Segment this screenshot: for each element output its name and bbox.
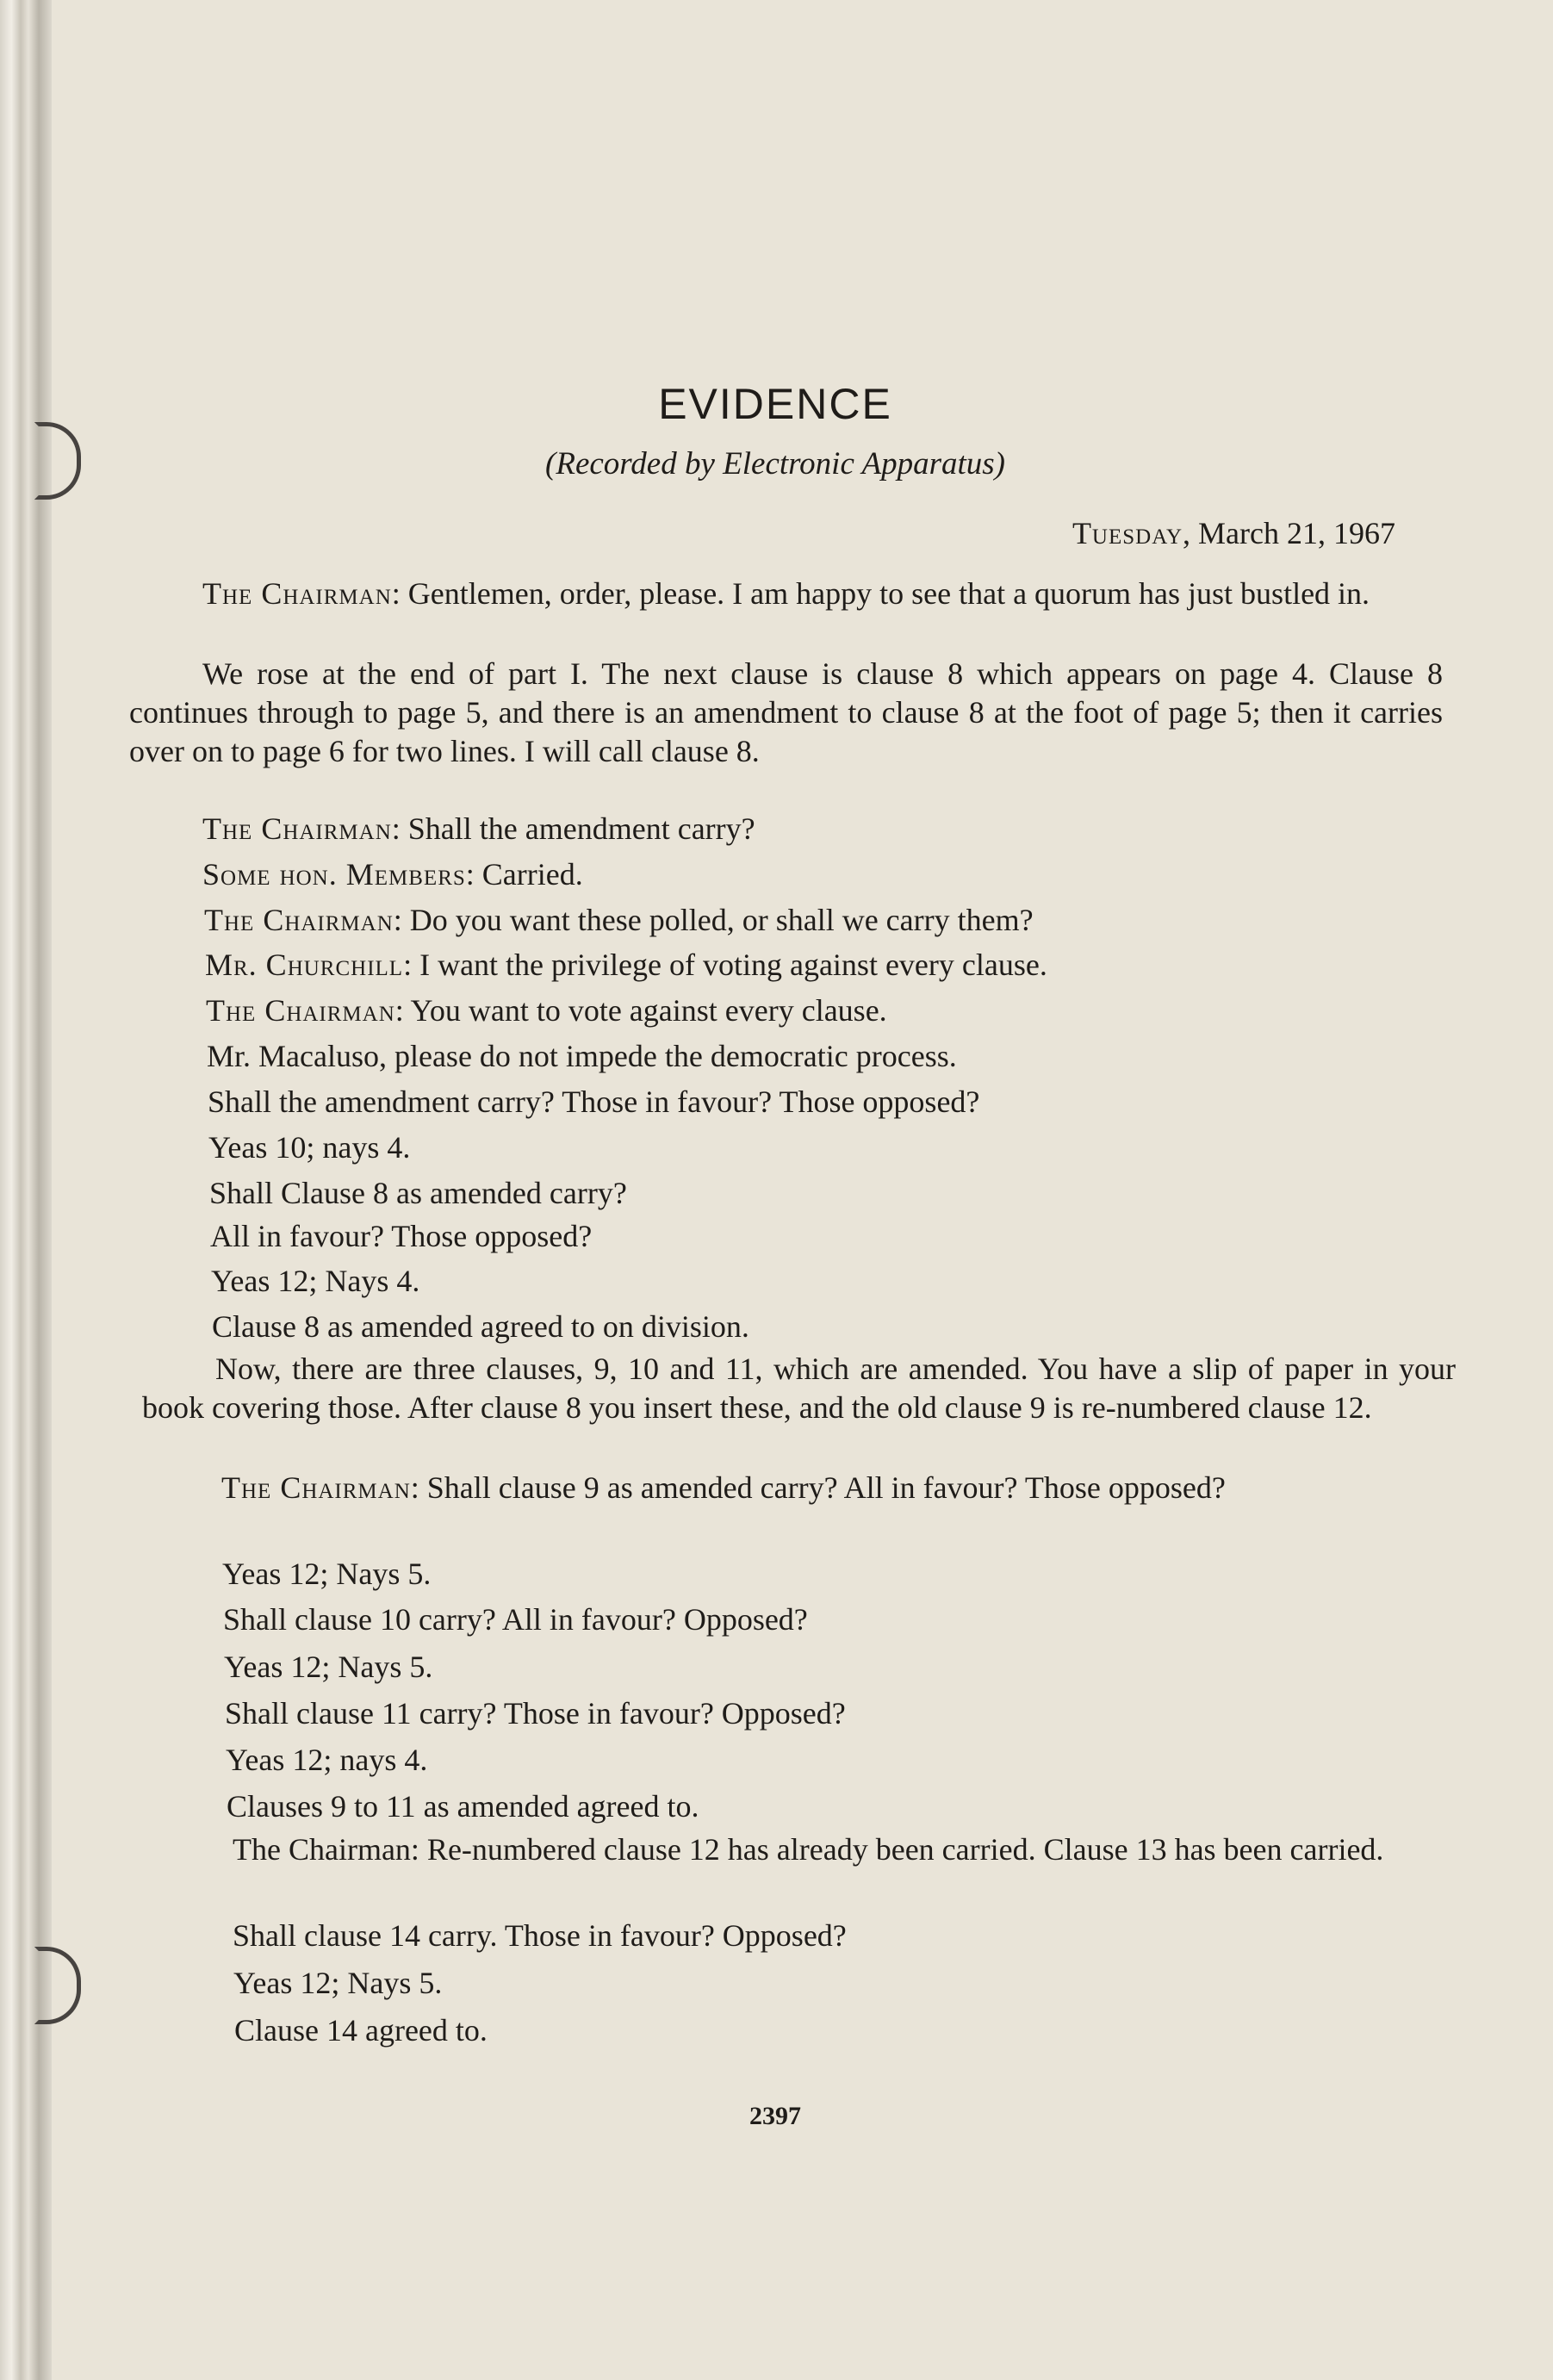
speech: : Carried. (465, 857, 583, 892)
binder-ring-bottom (34, 1947, 81, 2024)
paragraph: Yeas 12; Nays 4. (211, 1264, 420, 1298)
paragraph: Yeas 12; nays 4. (226, 1743, 428, 1777)
paragraph: Mr. Macaluso, please do not impede the democratic process. (207, 1039, 957, 1073)
date-rest: , March 21, 1967 (1183, 516, 1395, 550)
paragraph: Yeas 10; nays 4. (208, 1130, 411, 1165)
speech: : Do you want these polled, or shall we carry them? (393, 903, 1034, 937)
paragraph (148, 1469, 1457, 1507)
speech: : I want the privilege of voting against every clause. (403, 948, 1047, 982)
speaker: The Chairman (221, 1470, 411, 1505)
paragraph: Shall clause 14 carry. Those in favour? Opposed? (233, 1918, 847, 1953)
speech: : You want to vote against every clause. (394, 993, 887, 1028)
page-title: EVIDENCE (658, 380, 892, 428)
paragraph: Clause 14 agreed to. (234, 2013, 488, 2048)
paragraph: Now, there are three clauses, 9, 10 and 11, which are amended. You have a slip of paper in your book covering those. After clause 8 you insert these, and the old clause 9 is re-numbered clause 12. (142, 1352, 1456, 1425)
paragraph: Shall Clause 8 as amended carry? (209, 1176, 627, 1210)
speaker: The Chairman (206, 993, 395, 1028)
paragraph: The Chairman: Re-numbered clause 12 has already been carried. Clause 13 has been carried. (233, 1832, 1384, 1867)
speech: : Shall the amendment carry? (391, 811, 755, 846)
page-subtitle: (Recorded by Electronic Apparatus) (545, 446, 1005, 482)
binder-ring-top (34, 422, 81, 500)
paragraph: All in favour? Those opposed? (210, 1219, 593, 1253)
speaker: The Chairman (202, 576, 392, 611)
paragraph (205, 946, 1047, 985)
paragraph (206, 991, 887, 1030)
paragraph (204, 901, 1034, 940)
session-date (1072, 515, 1395, 551)
speech: : Shall clause 9 as amended carry? All in favour? Those opposed? (410, 1470, 1226, 1505)
paragraph: Shall clause 11 carry? Those in favour? Opposed? (225, 1696, 846, 1731)
paragraph (129, 575, 1438, 613)
paragraph (202, 855, 583, 894)
paragraph: Yeas 12; Nays 5. (224, 1650, 433, 1684)
speaker: The Chairman (202, 811, 392, 846)
paragraph: Clause 8 as amended agreed to on division. (212, 1309, 749, 1344)
speech: : Gentlemen, order, please. I am happy to see that a quorum has just bustled in. (391, 576, 1370, 611)
speaker: Some hon. Members (202, 857, 466, 892)
paragraph: Clauses 9 to 11 as amended agreed to. (227, 1789, 699, 1824)
paragraph (202, 810, 755, 848)
paragraph: Yeas 12; Nays 5. (222, 1557, 432, 1591)
page-number: 2397 (749, 2102, 801, 2130)
paragraph: Shall the amendment carry? Those in favour? Those opposed? (208, 1084, 980, 1119)
date-day: Tuesday (1072, 516, 1183, 550)
paragraph: Shall clause 10 carry? All in favour? Opposed? (223, 1602, 808, 1637)
paragraph: Yeas 12; Nays 5. (233, 1966, 443, 2000)
speaker: The Chairman (204, 903, 394, 937)
paragraph: We rose at the end of part I. The next clause is clause 8 which appears on page 4. Clause 8 continues through to page 5, and there is an amendment to clause 8 at the foot of page 5; then it carries over on to page 6 for two lines. I will call clause 8. (129, 656, 1443, 768)
speaker: Mr. Churchill (205, 948, 404, 982)
